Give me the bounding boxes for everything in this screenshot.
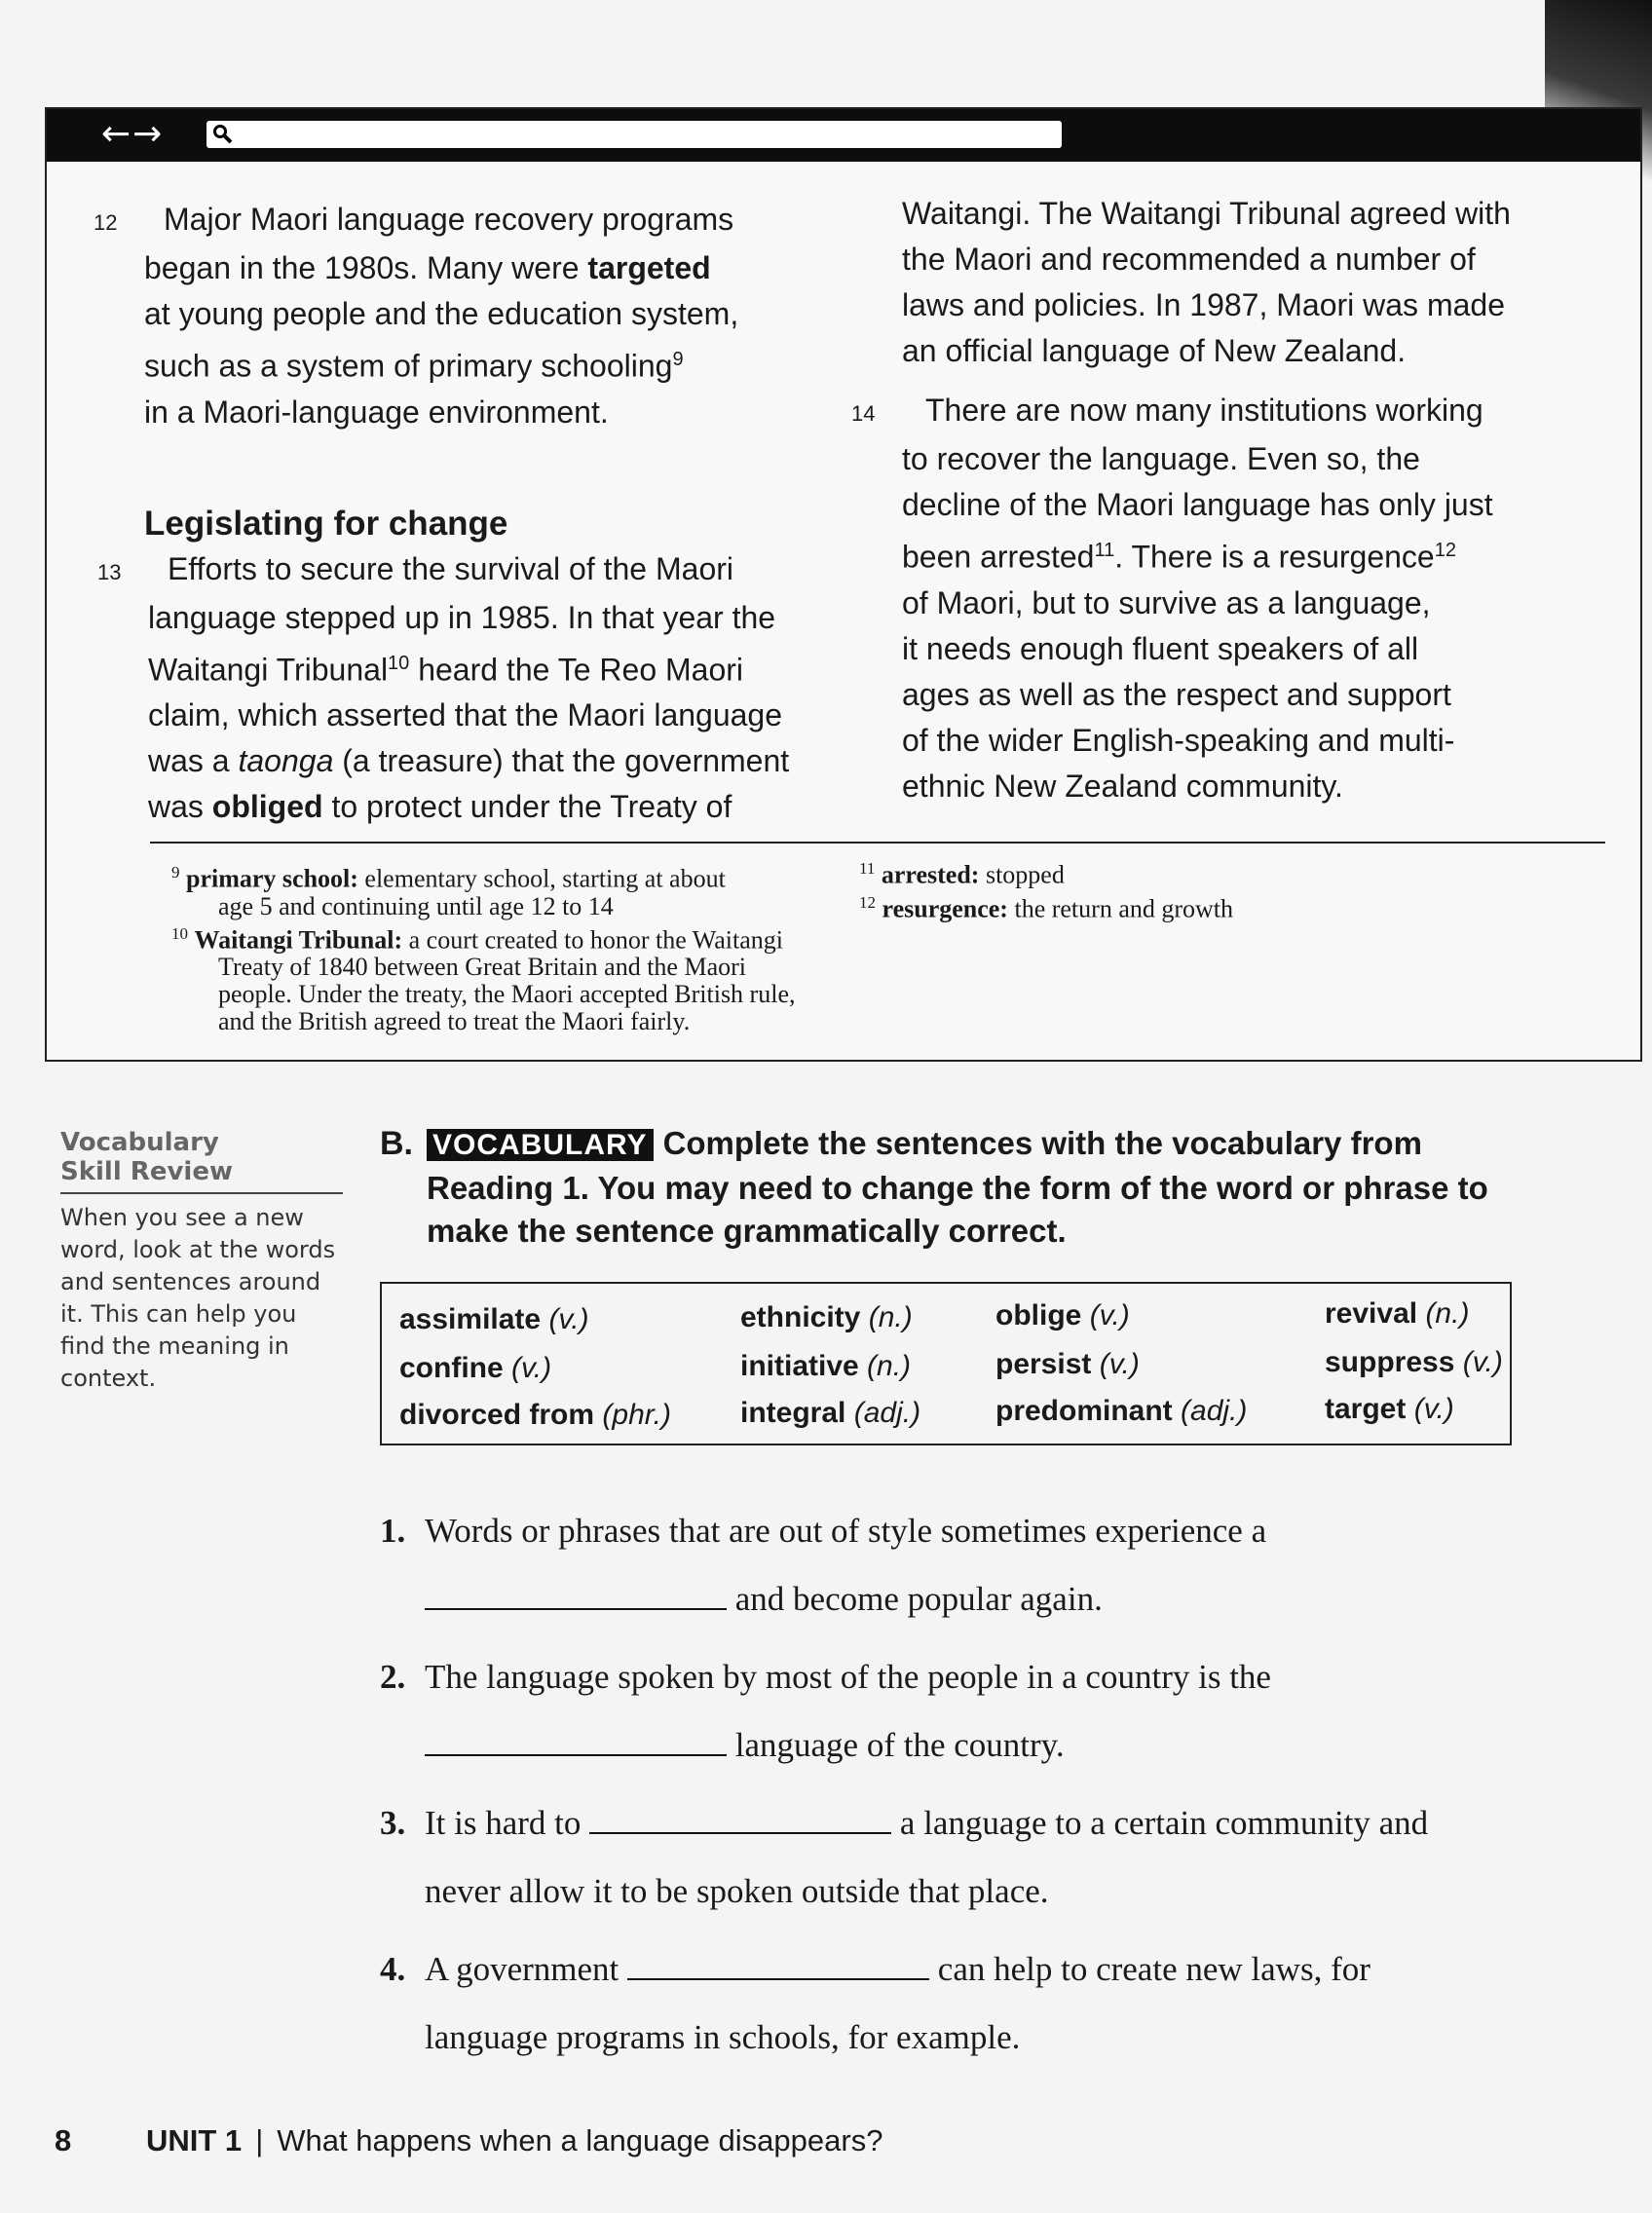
word-bank-item: target (v.) xyxy=(1325,1393,1454,1425)
word-bank-item: revival (n.) xyxy=(1325,1297,1470,1330)
answer-blank[interactable] xyxy=(425,1583,727,1610)
sidebar-tip: When you see a new word, look at the words and sentences around it. This can help you find the meaning in context. xyxy=(60,1204,336,1392)
word-bank-item: divorced from (phr.) xyxy=(399,1399,671,1431)
paragraph-number: 14 xyxy=(851,401,876,426)
vocab-word: targeted xyxy=(587,250,711,285)
answer-blank[interactable] xyxy=(627,1953,929,1980)
footnote-ref: 9 xyxy=(672,349,684,370)
paragraph-14: 14 There are now many institutions working to recover the language. Even so, the decline of the Maori language has only just been arrested$^{11}$. There is a resurgence$^{12}$ of Maori, but to survive as a language, it needs enough fluent speakers of all ages as well as the respect and support of the wider English-speaking and multi- ethnic New Zealand community. xyxy=(851,393,1493,804)
footnote-10: $^{10}$ Waitangi Tribunal: a court created to honor the Waitangi Treaty of 1840 between Great Britain and the Maori people. Under the treaty, the Maori accepted British rule, and the British agreed to treat the Maori fairly. xyxy=(171,923,796,1036)
paragraph-number: 13 xyxy=(97,559,122,584)
footnote-divider xyxy=(150,842,1605,844)
footnote-ref: 12 xyxy=(1434,540,1456,561)
exercise-instructions: B. VOCABULARY Complete the sentences with the vocabulary from Reading 1. You may need to change the form of the word or phrase to make the sentence grammatically correct. xyxy=(380,1122,1529,1253)
word-bank-item: persist (v.) xyxy=(995,1348,1140,1380)
page-footer xyxy=(55,2121,882,2160)
paragraph-number: 12 xyxy=(94,210,118,235)
address-bar[interactable] xyxy=(206,121,1062,148)
question-3: 3. It is hard to a language to a certain community and xyxy=(380,1804,1429,1842)
question-2: 2. The language spoken by most of the people in a country is the xyxy=(380,1658,1271,1696)
word-bank-item: confine (v.) xyxy=(399,1352,552,1384)
footnote-12: $^{12}$ resurgence: the return and growth xyxy=(859,892,1234,923)
unit-label: UNIT 1 xyxy=(146,2123,243,2157)
question-4-line-2: language programs in schools, for example. xyxy=(425,2018,1021,2056)
word-bank-item: ethnicity (n.) xyxy=(740,1301,913,1333)
back-forward-arrows-icon[interactable]: ←→ xyxy=(101,114,165,154)
footnotes-left xyxy=(150,859,851,1035)
word-bank xyxy=(380,1282,1512,1445)
footnote-ref: 10 xyxy=(388,652,410,674)
word-bank-item: predominant (adj.) xyxy=(995,1395,1248,1427)
paragraph-13-continued: Waitangi. The Waitangi Tribunal agreed with the Maori and recommended a number of laws and policies. In 1987, Maori was made an official language of New Zealand. xyxy=(902,196,1511,368)
word-bank-item: suppress (v.) xyxy=(1325,1346,1503,1378)
paragraph-12: 12 Major Maori language recovery programs began in the 1980s. Many were targeted at young people and the education system, such as a system of primary schooling$^9$ in a Maori-language environment. xyxy=(94,202,739,430)
footnote-11: $^{11}$ arrested: stopped xyxy=(859,859,1065,889)
left-column xyxy=(94,197,845,830)
reading-box xyxy=(45,107,1642,1062)
word-bank-item: oblige (v.) xyxy=(995,1299,1130,1332)
page-number: 8 xyxy=(55,2123,72,2157)
footnotes-right xyxy=(859,855,1560,922)
footnote-9: $^9$ primary school: elementary school, starting at about age 5 and continuing until age 12 to 14 xyxy=(171,863,726,920)
browser-toolbar xyxy=(47,109,1640,162)
word-bank-item: integral (adj.) xyxy=(740,1397,921,1429)
footnote-ref: 11 xyxy=(1094,540,1115,561)
section-heading: Legislating for change xyxy=(144,504,508,543)
word-bank-item: assimilate (v.) xyxy=(399,1303,589,1335)
paragraph-13: 13 Efforts to secure the survival of the Maori language stepped up in 1985. In that year the Waitangi Tribunal$^{10}$ heard the Te Reo Maori claim, which asserted that the Maori language was a taonga (a treasure) that the government was obliged to protect under the Treaty of xyxy=(97,550,790,825)
question-1: 1. Words or phrases that are out of style sometimes experience a xyxy=(380,1512,1267,1550)
search-icon xyxy=(212,124,234,145)
question-4: 4. A government can help to create new laws, for xyxy=(380,1950,1370,1988)
footer-separator: | xyxy=(255,2123,264,2157)
answer-blank[interactable] xyxy=(589,1807,891,1834)
question-3-line-2: never allow it to be spoken outside that place. xyxy=(425,1872,1049,1910)
question-1-line-2: and become popular again. xyxy=(425,1580,1103,1619)
unit-title: What happens when a language disappears? xyxy=(277,2123,883,2157)
exercise-letter: B. xyxy=(380,1125,413,1162)
question-2-line-2: language of the country. xyxy=(425,1726,1065,1765)
sidebar-title: Vocabulary Skill Review xyxy=(60,1128,343,1194)
word-bank-item: initiative (n.) xyxy=(740,1350,912,1382)
answer-blank[interactable] xyxy=(425,1729,727,1756)
vocabulary-badge: VOCABULARY xyxy=(427,1129,654,1161)
vocab-word: obliged xyxy=(211,789,323,825)
right-column xyxy=(851,191,1623,809)
